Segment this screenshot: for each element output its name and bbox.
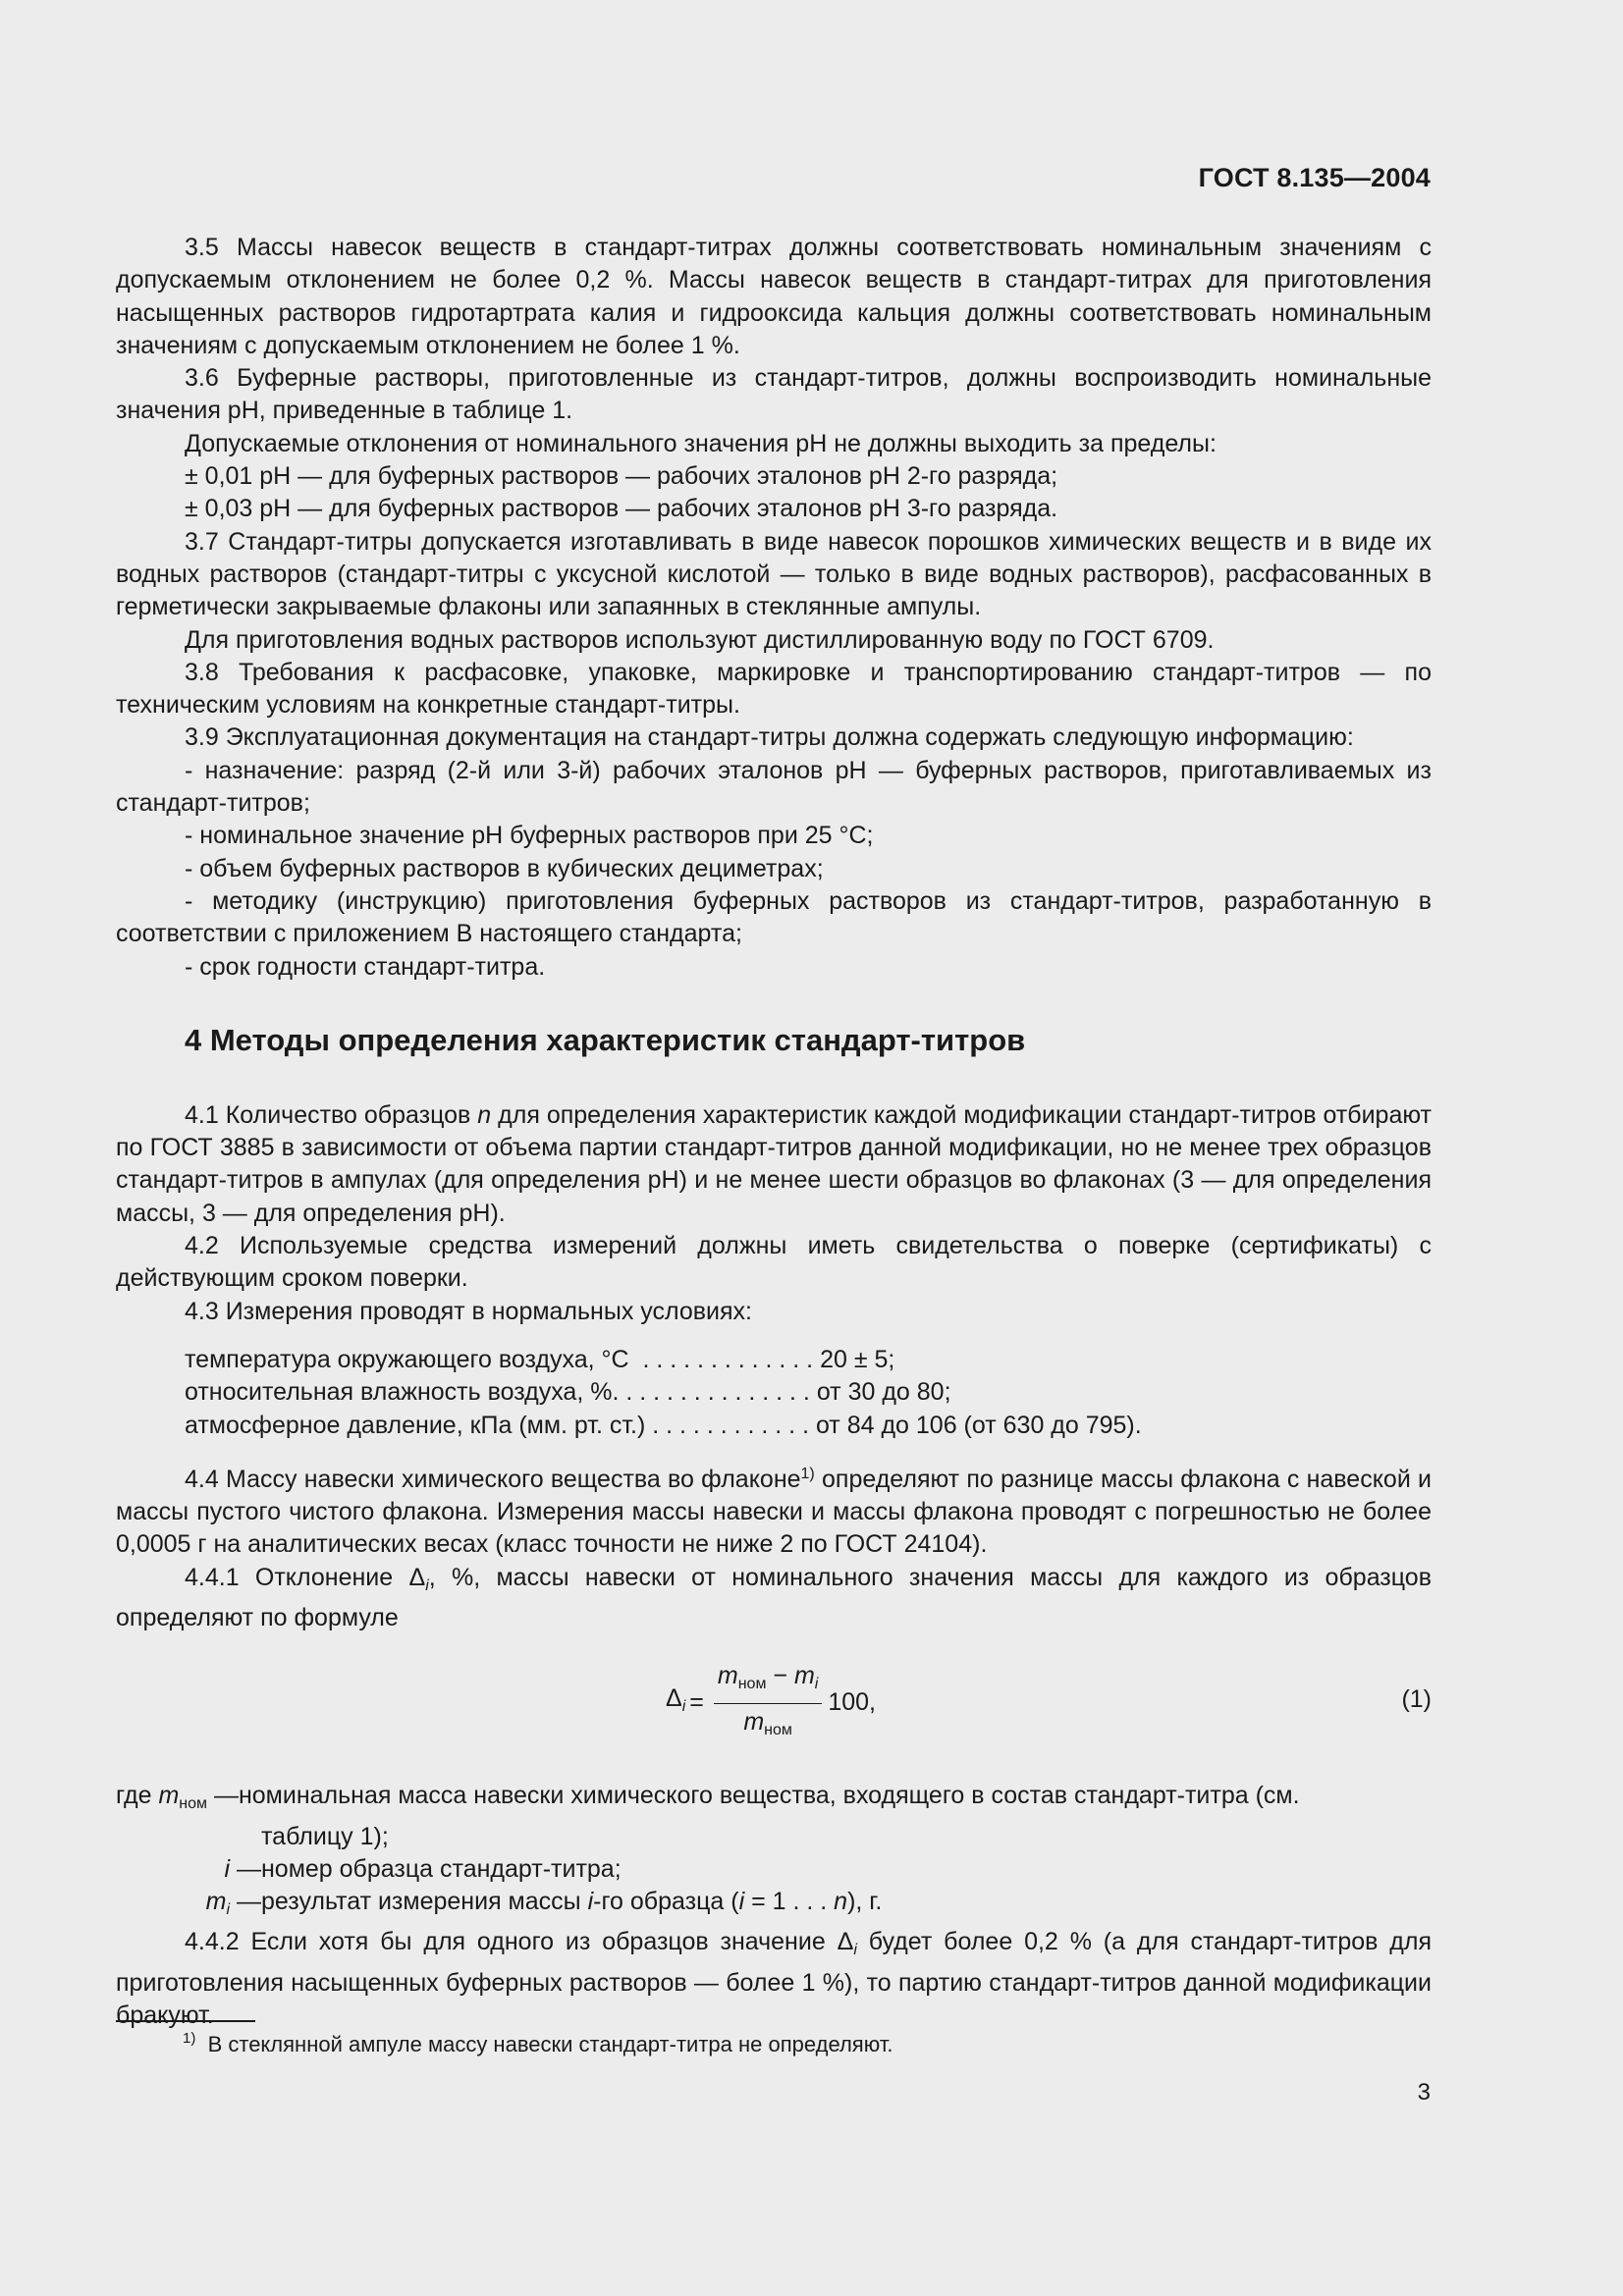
sub-i: i [226,1901,231,1919]
text-run: = 1 . . . [744,1888,835,1916]
text-run: ), г. [847,1888,883,1916]
equation-number: (1) [1401,1685,1432,1714]
var-i: i [224,1854,231,1883]
formula-fraction [714,1660,822,1746]
variable-n: n [477,1100,492,1129]
where-label [116,1886,261,1926]
list-item: - методику (инструкцию) приготовления буферных растворов из стандарт-титров, разработанную в соответствии с приложением В настоящего стандарта; [116,886,1432,948]
text-run: для определения характеристик каждой модификации стандарт-титров отбирают по ГОСТ 3885 в зависимости от объема партии стандарт-титров данной модификации, но не менее трех образцов стандарт-титров в ампулах (для определения рН) и не менее шести образцов во флаконах (3 — для определения массы, 3 — для определения рН). [116,1100,1433,1227]
fraction-numerator [714,1660,822,1703]
footnote-mark: 1) [183,2030,196,2047]
formula-body [666,1660,876,1746]
text-run: 4.4.1 Отклонение Δ [185,1563,426,1591]
conditions-list [185,1344,1432,1442]
section-4-heading: 4 Методы определения характеристик стандарт-титров [185,1022,1026,1057]
formula-1 [116,1654,1432,1762]
where-label [116,1780,239,1820]
where-text: номинальная масса навески химического вещества, входящего в состав стандарт-титра (см. [238,1782,1300,1810]
where-text: таблицу 1); [261,1822,389,1850]
var-m: m [743,1707,765,1735]
paragraph-3-6-deviation: Допускаемые отклонения от номинального значения рН не должны выходить за пределы: [185,429,1217,457]
document-header: ГОСТ 8.135—2004 [1198,163,1431,192]
condition-humidity: относительная влажность воздуха, %. . . . . . . . . . . . . . . от 30 до 80; [185,1378,951,1407]
condition-temperature: температура окружающего воздуха, °С . . . . . . . . . . . . . 20 ± 5; [185,1345,895,1373]
text-run: — [230,1854,261,1883]
paragraph-3-7-water: Для приготовления водных растворов используют дистиллированную воду по ГОСТ 6709. [185,625,1215,654]
text-run: результат измерения массы [261,1888,588,1916]
list-item: - объем буферных растворов в кубических дециметрах; [185,854,824,882]
text-run: , %, массы навески от номинального значения массы для каждого из образцов определяют по формуле [116,1563,1432,1631]
var-i: i [738,1888,745,1916]
text-run: -го образца ( [593,1888,739,1916]
where-row-continuation [116,1821,1432,1853]
paragraph-3-7: 3.7 Стандарт-титры допускается изготавливать в виде навесок порошков химических веществ и в виде их водных растворов (стандарт-титры с уксусной кислотой — только в виде водных растворов), расфасованных в герметически закрываемые флаконы или запаянных в стеклянные ампулы. [116,527,1432,621]
deviation-item-3rd: ± 0,03 рН — для буферных растворов — рабочих эталонов рН 3-го разряда. [185,495,1058,523]
text-run: — [207,1782,239,1810]
minus-sign: − [766,1662,794,1690]
where-text [261,1886,1432,1926]
list-item: - срок годности стандарт-титра. [185,952,546,981]
var-m: m [205,1888,227,1916]
paragraph-4-4-2 [116,1926,1432,2032]
var-m: m [717,1662,738,1690]
deviation-item-2nd: ± 0,01 рН — для буферных растворов — рабочих эталонов рН 2-го разряда; [185,462,1058,491]
var-m: m [793,1662,815,1690]
text-run: будет более 0,2 % (а для стандарт-титров для приготовления насыщенных буферных растворов — более 1 %), то партию стандарт-титров данной модификации бракуют. [116,1928,1432,2030]
subscript-i: i [425,1576,429,1594]
var-m: m [158,1782,180,1810]
paragraph-3-5: 3.5 Массы навесок веществ в стандарт-титрах должны соответствовать номинальным значениям с допускаемым отклонением не более 0,2 %. Массы навесок веществ в стандарт-титрах для приготовления насыщенных растворов гидротартрата калия и гидрооксида кальция должны соответствовать номинальным значениям с допускаемым отклонением не более 1 %. [116,234,1432,359]
text-run: где [116,1782,159,1810]
footnote-divider [116,2020,255,2022]
condition-pressure: атмосферное давление, кПа (мм. рт. ст.) . . . . . . . . . . . . от 84 до 106 (от 630 до 795). [185,1411,1142,1439]
fraction-denominator [743,1704,792,1746]
sub-i: i [814,1676,819,1693]
paragraph-4-1 [116,1099,1432,1230]
where-row-mi [116,1886,1432,1926]
paragraph-4-4-1 [116,1562,1432,1635]
text-run: 4.4.2 Если хотя бы для одного из образцов значение Δ [185,1928,854,1956]
paragraph-3-9: 3.9 Эксплуатационная документация на стандарт-титры должна содержать следующую информацию: [185,723,1354,752]
text-run: определяют по разнице массы флакона с навеской и массы пустого чистого флакона. Измерения массы навески и массы флакона проводят с погрешностью не более 0,0005 г на аналитических весах (класс точности не ниже 2 по ГОСТ 24104). [116,1465,1432,1559]
delta-symbol: Δ [666,1684,682,1713]
footnote-text: В стеклянной ампуле массу навески стандарт-титра не определяют. [207,2032,893,2056]
paragraph-3-8: 3.8 Требования к расфасовке, упаковке, маркировке и транспортированию стандарт-титров — по техническим условиям на конкретные стандарт-титры. [116,658,1432,720]
list-item: - назначение: разряд (2-й или 3-й) рабочих эталонов рН — буферных растворов, приготавливаемых из стандарт-титров; [116,756,1432,818]
text-run: 4.4 Массу навески химического вещества во флаконе [185,1465,801,1493]
paragraph-3-6: 3.6 Буферные растворы, приготовленные из стандарт-титров, должны воспроизводить номинальные значения рН, приведенные в таблице 1. [116,364,1432,425]
text-run: 4.1 Количество образцов [185,1100,478,1129]
paragraph-4-4 [116,1458,1432,1562]
footnote-ref: 1) [800,1465,815,1482]
subscript-i: i [853,1942,857,1959]
list-item: - номинальное значение рН буферных растворов при 25 °С; [185,822,874,850]
where-row-i [116,1853,1432,1886]
subscript-i: i [681,1698,686,1716]
page-number: 3 [1417,2079,1431,2106]
text-run: — [230,1888,261,1916]
var-n: n [834,1888,848,1916]
paragraph-4-2: 4.2 Используемые средства измерений должны иметь свидетельства о поверке (сертификаты) с действующим сроком поверки. [116,1232,1432,1293]
sub-nom: ном [764,1721,792,1738]
where-block [116,1780,1432,1926]
footnote [183,2030,893,2057]
where-text: номер образца стандарт-титра; [261,1854,622,1883]
sub-nom: ном [179,1795,207,1813]
paragraph-4-3: 4.3 Измерения проводят в нормальных условиях: [185,1297,752,1325]
formula-lhs [666,1682,685,1723]
where-label [116,1853,261,1886]
formula-factor: 100, [828,1688,876,1717]
body-text [116,232,1432,2032]
sub-nom: ном [737,1676,767,1693]
where-row-mnom [116,1780,1432,1820]
equals-sign: = [689,1688,704,1717]
var-i: i [587,1888,594,1916]
